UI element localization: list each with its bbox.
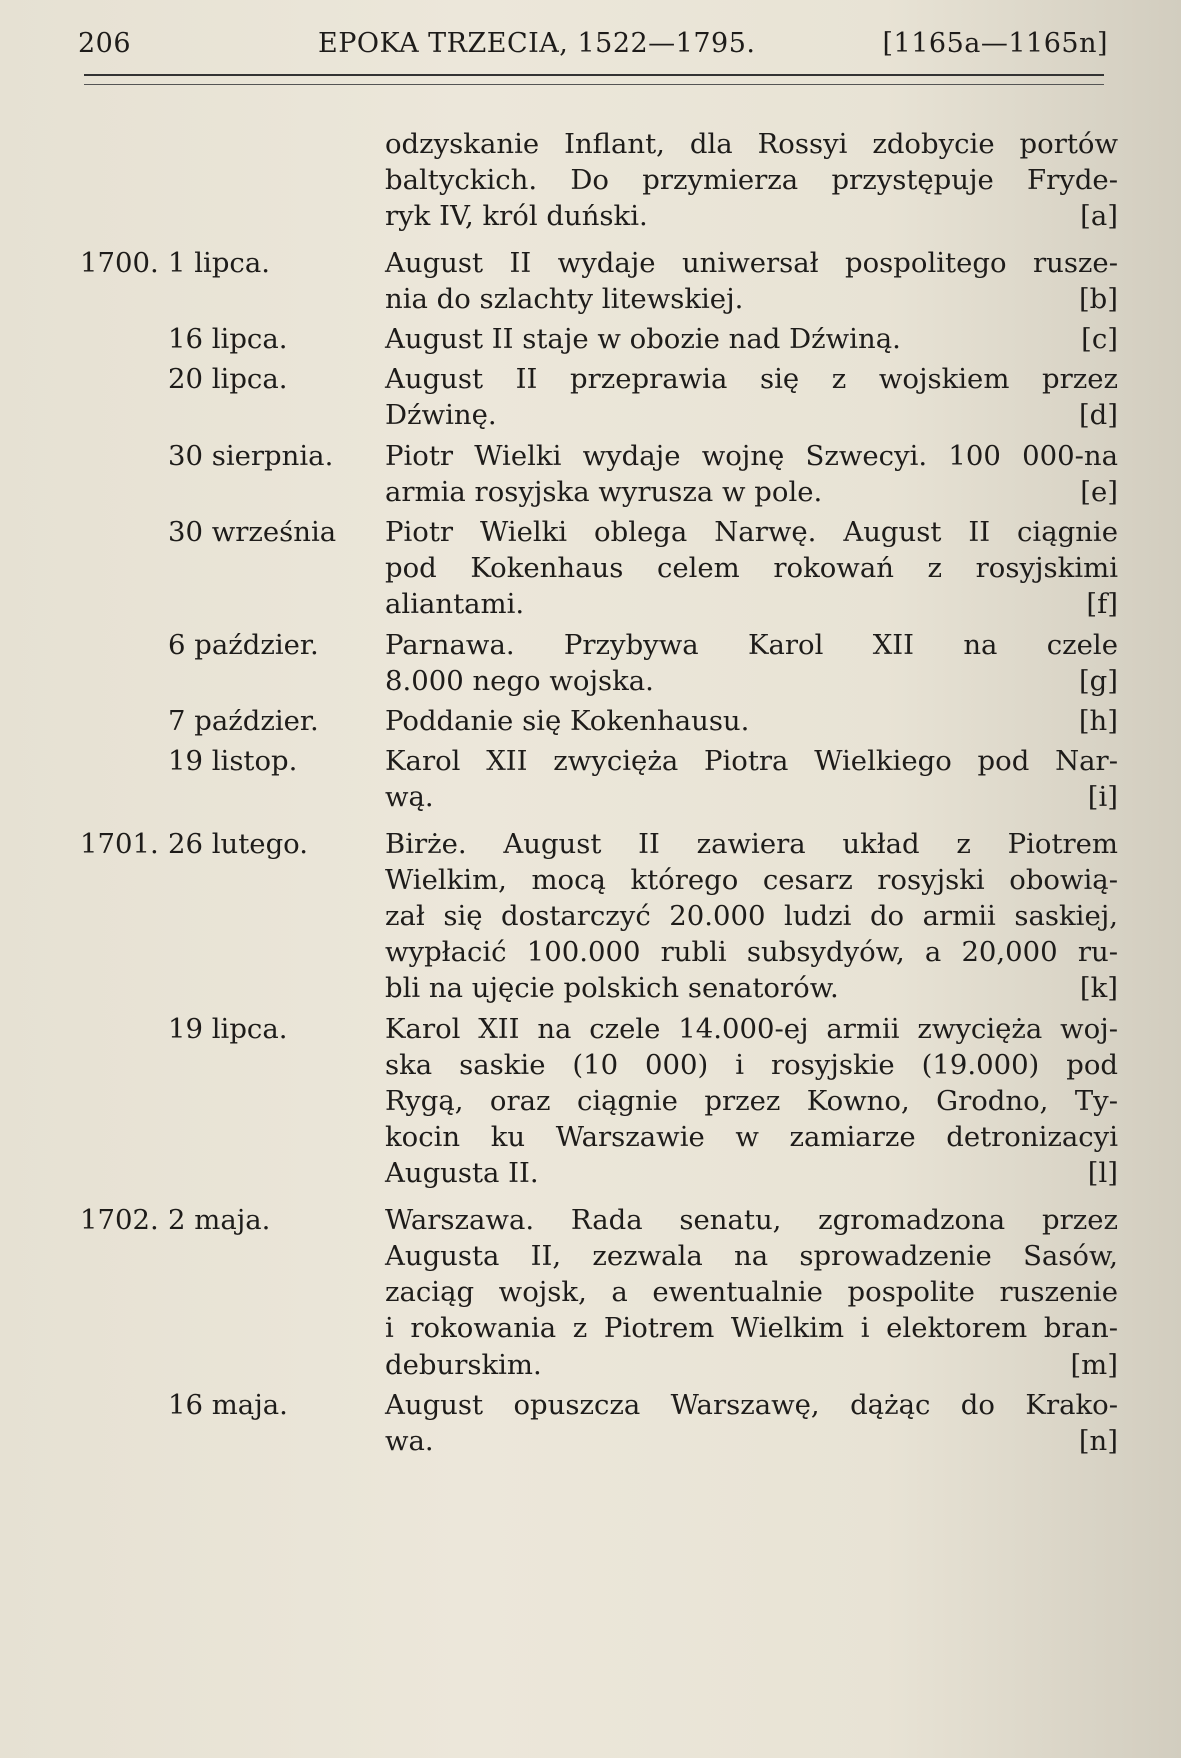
- entry-line: [385, 397, 1118, 433]
- entry-line-text: nia do szlachty litewskiej.: [385, 282, 744, 315]
- chronology-entry: [80, 321, 1120, 357]
- entry-text: [385, 1011, 1118, 1192]
- entry-line-text: bli na ujęcie polskich senatorów.: [385, 972, 839, 1005]
- entry-line-text: i rokowania z Piotrem Wielkim i elektorem bran-: [385, 1312, 1118, 1345]
- entry-line: [385, 514, 1118, 550]
- entry-date: [80, 361, 385, 433]
- entry-day: 16 lipca.: [168, 323, 288, 356]
- entry-line: [385, 934, 1118, 970]
- entry-day: 30 sierpnia.: [168, 439, 334, 472]
- entry-line: [385, 1274, 1118, 1310]
- running-title: EPOKA TRZECIA, 1522—1795.: [318, 28, 756, 59]
- entry-text: [385, 1202, 1118, 1383]
- entry-text: [385, 1387, 1118, 1459]
- entry-line: [385, 1347, 1118, 1383]
- entry-line-text: 8.000 nego wojska.: [385, 664, 654, 697]
- entry-line-text: Augusta II.: [385, 1157, 539, 1190]
- entry-line: [385, 1202, 1118, 1238]
- chronology-entry: [80, 1011, 1120, 1192]
- chronology-entry: [80, 245, 1120, 317]
- entry-text: [385, 627, 1118, 699]
- entry-line: [385, 550, 1118, 586]
- entry-line-text: Warszawa. Rada senatu, zgromadzona przez: [385, 1203, 1118, 1236]
- entry-date: [80, 826, 385, 1007]
- entry-line-text: zaciąg wojsk, a ewentualnie pospolite ruszenie: [385, 1276, 1118, 1309]
- entry-year: 1702.: [80, 1203, 159, 1236]
- entry-text: [385, 126, 1118, 235]
- entry-line-text: pod Kokenhaus celem rokowań z rosyjskimi: [385, 552, 1118, 585]
- entry-footnote-mark: [i]: [1087, 781, 1118, 814]
- entry-line: [385, 826, 1118, 862]
- entry-date: [80, 1202, 385, 1383]
- entry-line-text: baltyckich. Do przymierza przystępuje Fryde-: [385, 164, 1118, 197]
- entry-day: 26 lutego.: [168, 827, 308, 860]
- section-range: [1165a—1165n]: [882, 28, 1108, 59]
- chronology-entry: [80, 361, 1120, 433]
- entry-date: [80, 1011, 385, 1192]
- entry-footnote-mark: [d]: [1078, 399, 1118, 432]
- entry-day: 7 paździer.: [168, 705, 319, 738]
- entry-line: [385, 743, 1118, 779]
- entry-line-text: ska saskie (10 000) i rosyjskie (19.000) pod: [385, 1048, 1118, 1081]
- header-rule: [84, 74, 1104, 85]
- entry-line: [385, 1119, 1118, 1155]
- chronology-entry: [80, 438, 1120, 510]
- entry-line: [385, 1238, 1118, 1274]
- entry-line: [385, 663, 1118, 699]
- entry-line: [385, 321, 1118, 357]
- entry-date: [80, 321, 385, 357]
- entry-line: [385, 703, 1118, 739]
- chronology-entry: [80, 627, 1120, 699]
- entry-line: [385, 162, 1118, 198]
- entry-line-text: deburskim.: [385, 1348, 542, 1381]
- entry-text: [385, 514, 1118, 623]
- chronology-list: [80, 126, 1120, 1463]
- entry-line-text: August II staje w obozie nad Dźwiną.: [385, 323, 901, 356]
- entry-footnote-mark: [k]: [1079, 972, 1118, 1005]
- entry-date: [80, 126, 385, 235]
- entry-day: 2 maja.: [168, 1203, 271, 1236]
- entry-line: [385, 970, 1118, 1006]
- entry-line-text: Augusta II, zezwala na sprowadzenie Sasów,: [385, 1239, 1118, 1272]
- entry-line-text: Rygą, oraz ciągnie przez Kowno, Grodno, Ty-: [385, 1085, 1118, 1118]
- entry-day: 30 września: [168, 516, 337, 549]
- entry-footnote-mark: [l]: [1087, 1157, 1118, 1190]
- entry-line-text: Piotr Wielki oblega Narwę. August II ciągnie: [385, 516, 1118, 549]
- entry-line: [385, 245, 1118, 281]
- entry-line-text: aliantami.: [385, 588, 525, 621]
- entry-line-text: Wielkim, mocą którego cesarz rosyjski obowią-: [385, 863, 1118, 896]
- entry-date: [80, 438, 385, 510]
- entry-date: [80, 245, 385, 317]
- chronology-entry: [80, 514, 1120, 623]
- running-header: [78, 28, 1108, 68]
- entry-line: [385, 779, 1118, 815]
- entry-line-text: Parnawa. Przybywa Karol XII na czele: [385, 628, 1118, 661]
- entry-line-text: armia rosyjska wyrusza w pole.: [385, 475, 823, 508]
- entry-footnote-mark: [h]: [1078, 705, 1118, 738]
- entry-line: [385, 1423, 1118, 1459]
- entry-date: [80, 743, 385, 815]
- entry-text: [385, 743, 1118, 815]
- entry-line: [385, 361, 1118, 397]
- entry-line: [385, 474, 1118, 510]
- chronology-entry: [80, 826, 1120, 1007]
- entry-text: [385, 826, 1118, 1007]
- entry-date: [80, 703, 385, 739]
- entry-text: [385, 361, 1118, 433]
- entry-footnote-mark: [g]: [1078, 664, 1118, 697]
- entry-line-text: August II przeprawia się z wojskiem przez: [385, 363, 1118, 396]
- entry-line-text: August II wydaje uniwersał pospolitego rusze-: [385, 246, 1118, 279]
- entry-line-text: Poddanie się Kokenhausu.: [385, 705, 750, 738]
- entry-footnote-mark: [e]: [1080, 475, 1118, 508]
- entry-text: [385, 245, 1118, 317]
- entry-line: [385, 898, 1118, 934]
- entry-line: [385, 586, 1118, 622]
- entry-line: [385, 1011, 1118, 1047]
- entry-line: [385, 862, 1118, 898]
- entry-line-text: Birże. August II zawiera układ z Piotrem: [385, 827, 1118, 860]
- entry-year: 1700.: [80, 246, 159, 279]
- entry-text: [385, 703, 1118, 739]
- entry-day: 1 lipca.: [168, 246, 270, 279]
- entry-line: [385, 126, 1118, 162]
- chronology-entry: [80, 703, 1120, 739]
- chronology-entry: [80, 1387, 1120, 1459]
- entry-text: [385, 438, 1118, 510]
- entry-line-text: wa.: [385, 1424, 434, 1457]
- entry-line: [385, 1047, 1118, 1083]
- entry-line-text: odzyskanie Inflant, dla Rossyi zdobycie portów: [385, 128, 1118, 160]
- entry-footnote-mark: [f]: [1086, 588, 1118, 621]
- chronology-entry: [80, 743, 1120, 815]
- entry-date: [80, 514, 385, 623]
- entry-line: [385, 1083, 1118, 1119]
- entry-line: [385, 1155, 1118, 1191]
- entry-line: [385, 1310, 1118, 1346]
- entry-date: [80, 1387, 385, 1459]
- entry-footnote-mark: [m]: [1070, 1348, 1118, 1381]
- page-number: 206: [78, 28, 132, 59]
- entry-date: [80, 627, 385, 699]
- entry-line: [385, 198, 1118, 234]
- entry-day: 16 maja.: [168, 1388, 288, 1421]
- entry-line-text: Piotr Wielki wydaje wojnę Szwecyi. 100 000-na: [385, 439, 1118, 472]
- entry-line: [385, 627, 1118, 663]
- entry-line-text: wą.: [385, 781, 434, 814]
- entry-footnote-mark: [n]: [1078, 1424, 1118, 1457]
- entry-line-text: Karol XII na czele 14.000-ej armii zwycięża woj-: [385, 1012, 1118, 1045]
- entry-footnote-mark: [c]: [1081, 323, 1118, 356]
- entry-line-text: August opuszcza Warszawę, dążąc do Krako-: [385, 1388, 1118, 1421]
- entry-line: [385, 438, 1118, 474]
- entry-day: 19 listop.: [168, 745, 298, 778]
- entry-line-text: Karol XII zwycięża Piotra Wielkiego pod Nar-: [385, 745, 1118, 778]
- entry-footnote-mark: [a]: [1080, 200, 1118, 233]
- entry-line-text: ryk IV, król duński.: [385, 200, 648, 233]
- entry-year: 1701.: [80, 827, 159, 860]
- entry-day: 19 lipca.: [168, 1012, 288, 1045]
- entry-line-text: wypłacić 100.000 rubli subsydyów, a 20,000 ru-: [385, 936, 1118, 969]
- chronology-entry: [80, 1202, 1120, 1383]
- entry-line-text: Dźwinę.: [385, 399, 497, 432]
- entry-day: 6 paździer.: [168, 628, 319, 661]
- entry-line: [385, 1387, 1118, 1423]
- entry-line-text: kocin ku Warszawie w zamiarze detronizacyi: [385, 1121, 1118, 1154]
- entry-line: [385, 281, 1118, 317]
- entry-line-text: zał się dostarczyć 20.000 ludzi do armii saskiej,: [385, 900, 1118, 933]
- chronology-entry: [80, 126, 1120, 235]
- entry-text: [385, 321, 1118, 357]
- entry-footnote-mark: [b]: [1078, 282, 1118, 315]
- entry-day: 20 lipca.: [168, 363, 288, 396]
